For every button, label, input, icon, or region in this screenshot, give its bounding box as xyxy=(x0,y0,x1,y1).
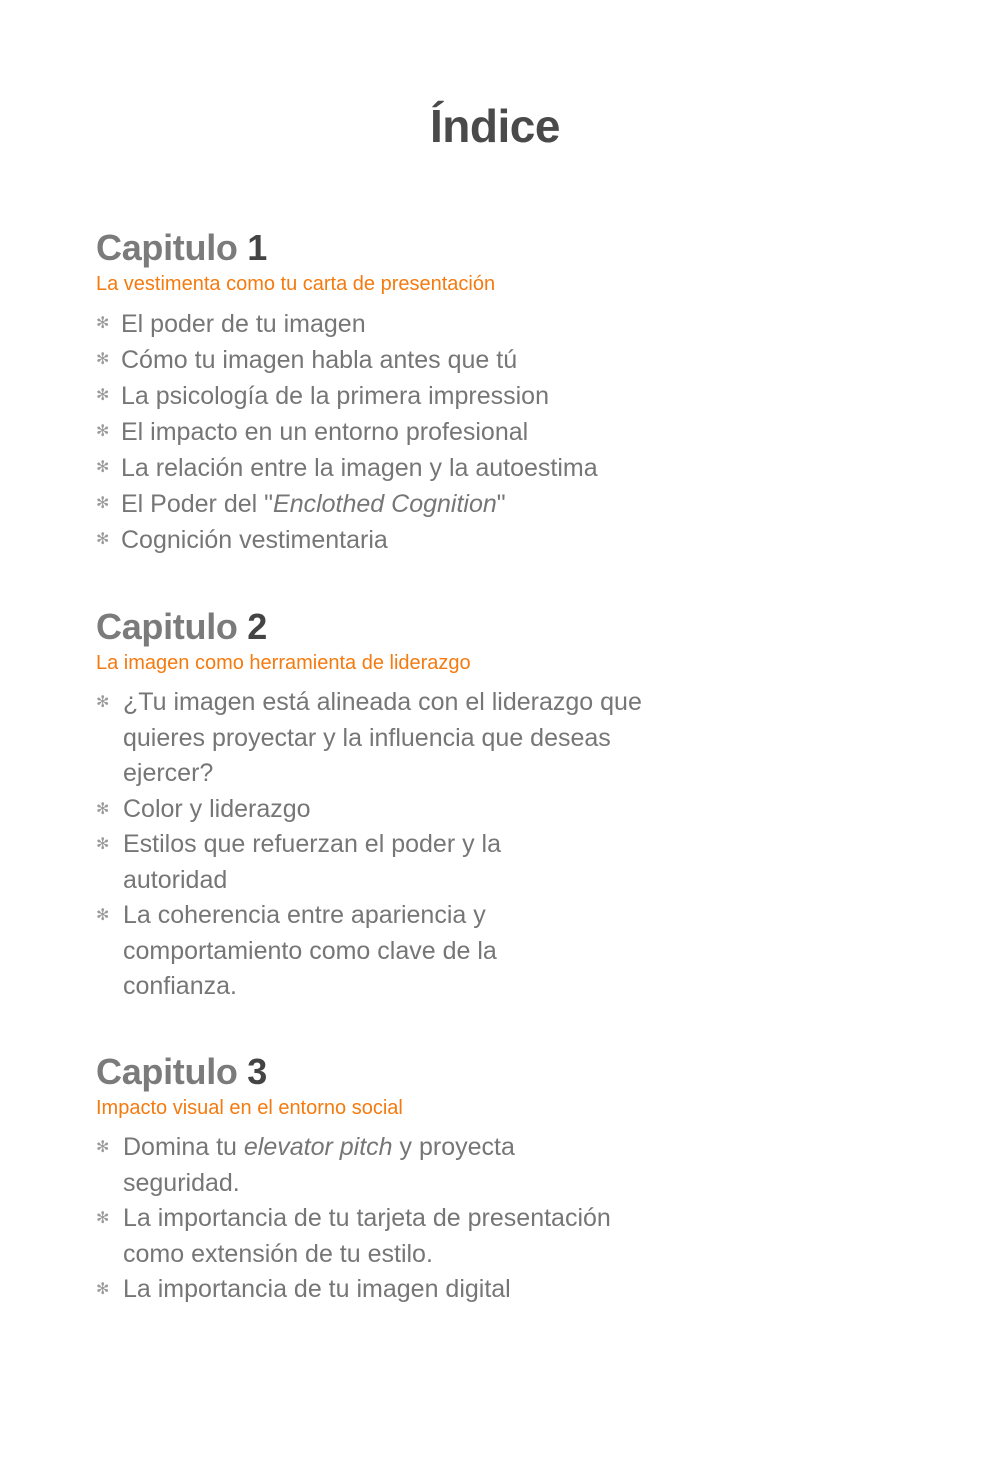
list-item: ✻ Cognición vestimentaria xyxy=(96,522,716,558)
chapter-heading xyxy=(96,1052,676,1092)
asterisk-bullet-icon: ✻ xyxy=(96,459,110,476)
list-item: ✻ El poder de tu imagen xyxy=(96,306,716,342)
asterisk-bullet-icon: ✻ xyxy=(96,694,110,711)
chapter-number: 1 xyxy=(247,227,268,268)
chapter-subtitle: La vestimenta como tu carta de presentación xyxy=(96,273,496,295)
chapter-subtitle: Impacto visual en el entorno social xyxy=(96,1097,403,1119)
list-item: ✻ Estilos que refuerzan el poder y la autoridad xyxy=(96,827,563,898)
chapter-items xyxy=(96,1130,676,1308)
asterisk-bullet-icon: ✻ xyxy=(96,836,110,853)
list-item: ✻ La coherencia entre apariencia y comportamiento como clave de la confianza. xyxy=(96,898,573,1005)
asterisk-bullet-icon: ✻ xyxy=(96,1281,110,1298)
chapter-subtitle: La imagen como herramienta de liderazgo xyxy=(96,652,471,674)
asterisk-bullet-icon: ✻ xyxy=(96,1210,110,1227)
list-item: ✻ Domina tu elevator pitch y proyecta seguridad. xyxy=(96,1130,583,1201)
chapter-1 xyxy=(96,228,716,558)
list-item: ✻ La psicología de la primera impression xyxy=(96,378,716,414)
chapter-2 xyxy=(96,607,696,1005)
list-item: ✻ Cómo tu imagen habla antes que tú xyxy=(96,342,716,378)
chapter-label: Capitulo xyxy=(96,606,238,647)
chapter-3 xyxy=(96,1052,676,1308)
asterisk-bullet-icon: ✻ xyxy=(96,531,110,548)
list-item: ✻ El Poder del "Enclothed Cognition" xyxy=(96,486,716,522)
asterisk-bullet-icon: ✻ xyxy=(96,315,110,332)
asterisk-bullet-icon: ✻ xyxy=(96,387,110,404)
chapter-number: 3 xyxy=(247,1051,268,1092)
list-item: ✻ La relación entre la imagen y la autoestima xyxy=(96,450,716,486)
chapter-label: Capitulo xyxy=(96,227,238,268)
asterisk-bullet-icon: ✻ xyxy=(96,423,110,440)
chapter-items xyxy=(96,685,696,1005)
asterisk-bullet-icon: ✻ xyxy=(96,351,110,368)
chapter-label: Capitulo xyxy=(96,1051,238,1092)
chapter-number: 2 xyxy=(247,606,268,647)
list-item: ✻ La importancia de tu tarjeta de presentación como extensión de tu estilo. xyxy=(96,1201,676,1272)
asterisk-bullet-icon: ✻ xyxy=(96,495,110,512)
list-item: ✻ ¿Tu imagen está alineada con el liderazgo que quieres proyectar y la influencia que deseas ejercer? xyxy=(96,685,696,792)
list-item: ✻ El impacto en un entorno profesional xyxy=(96,414,716,450)
chapter-items xyxy=(96,306,716,558)
page-title: Índice xyxy=(430,100,560,152)
asterisk-bullet-icon: ✻ xyxy=(96,800,110,818)
chapter-heading xyxy=(96,607,696,647)
asterisk-bullet-icon: ✻ xyxy=(96,907,110,924)
list-item: ✻ La importancia de tu imagen digital xyxy=(96,1272,676,1308)
list-item: ✻ Color y liderazgo xyxy=(96,792,696,828)
asterisk-bullet-icon: ✻ xyxy=(96,1139,110,1156)
chapter-heading xyxy=(96,228,716,268)
